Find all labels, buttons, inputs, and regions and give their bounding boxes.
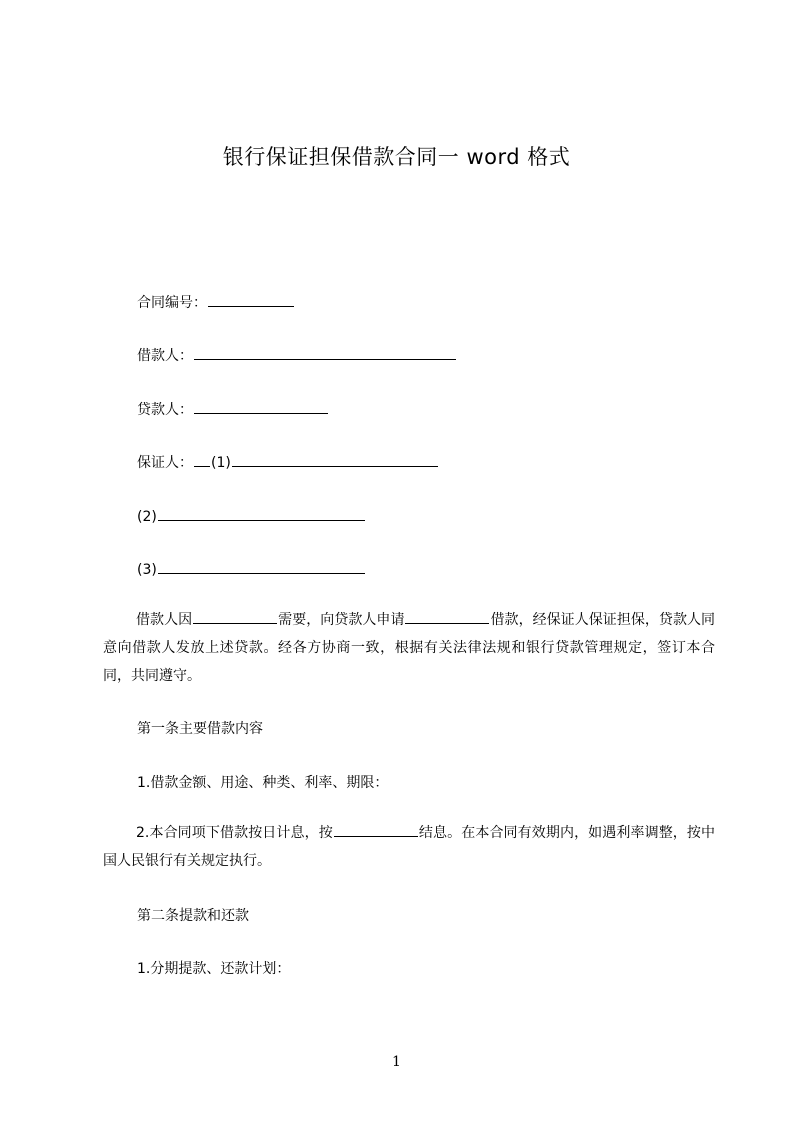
contract-number-label: 合同编号： <box>137 295 207 311</box>
loan-purpose-blank[interactable] <box>193 609 277 624</box>
preamble-part-2: 需要，向贷款人申请 <box>278 612 405 628</box>
preamble-paragraph <box>103 606 715 690</box>
guarantor-item-3-line <box>137 559 366 580</box>
guarantor-item-1-blank[interactable] <box>232 452 438 467</box>
borrower-label: 借款人： <box>137 348 193 364</box>
guarantor-item-1-marker: (1) <box>211 455 231 471</box>
lender-blank[interactable] <box>194 399 328 414</box>
preamble-part-3: 借款，经保证人保证担保，贷款人同意向借款人发放上述贷款。经各方协商一致，根据有关法律法规和银行贷款管理规定，签订本合同，共同遵守。 <box>103 612 716 684</box>
article-1-item-2 <box>103 819 715 875</box>
page-number: 1 <box>392 1054 401 1070</box>
borrower-blank[interactable] <box>194 345 456 360</box>
contract-number-blank[interactable] <box>208 292 294 307</box>
guarantor-blank-short[interactable] <box>194 452 210 467</box>
preamble-part-1: 借款人因 <box>136 612 193 628</box>
article-2-heading: 第二条提款和还款 <box>137 908 249 924</box>
loan-type-blank[interactable] <box>405 609 489 624</box>
article-1-heading: 第一条主要借款内容 <box>137 721 263 737</box>
guarantor-item-3-blank[interactable] <box>158 559 365 574</box>
document-title: 银行保证担保借款合同一 word 格式 <box>222 145 571 169</box>
article-2-item-1: 1.分期提款、还款计划： <box>137 961 291 977</box>
article-1-item-1: 1.借款金额、用途、种类、利率、期限： <box>137 775 389 791</box>
lender-line <box>137 399 329 420</box>
lender-label: 贷款人： <box>137 402 193 418</box>
guarantor-item-2-marker: (2) <box>137 509 157 525</box>
article-1-item-2-part-1: 2.本合同项下借款按日计息，按 <box>136 825 333 841</box>
guarantor-item-3-marker: (3) <box>137 562 157 578</box>
article-1-item-2-part-2: 结息。在本合同有效期内，如遇利率调整，按中国人民银行有关规定执行。 <box>103 825 716 869</box>
guarantor-item-2-line <box>137 506 366 527</box>
guarantor-label: 保证人： <box>137 455 193 471</box>
borrower-line <box>137 345 457 366</box>
guarantor-line <box>137 452 439 473</box>
guarantor-item-2-blank[interactable] <box>158 506 365 521</box>
interest-settlement-blank[interactable] <box>334 822 418 837</box>
contract-number-line <box>137 292 295 313</box>
